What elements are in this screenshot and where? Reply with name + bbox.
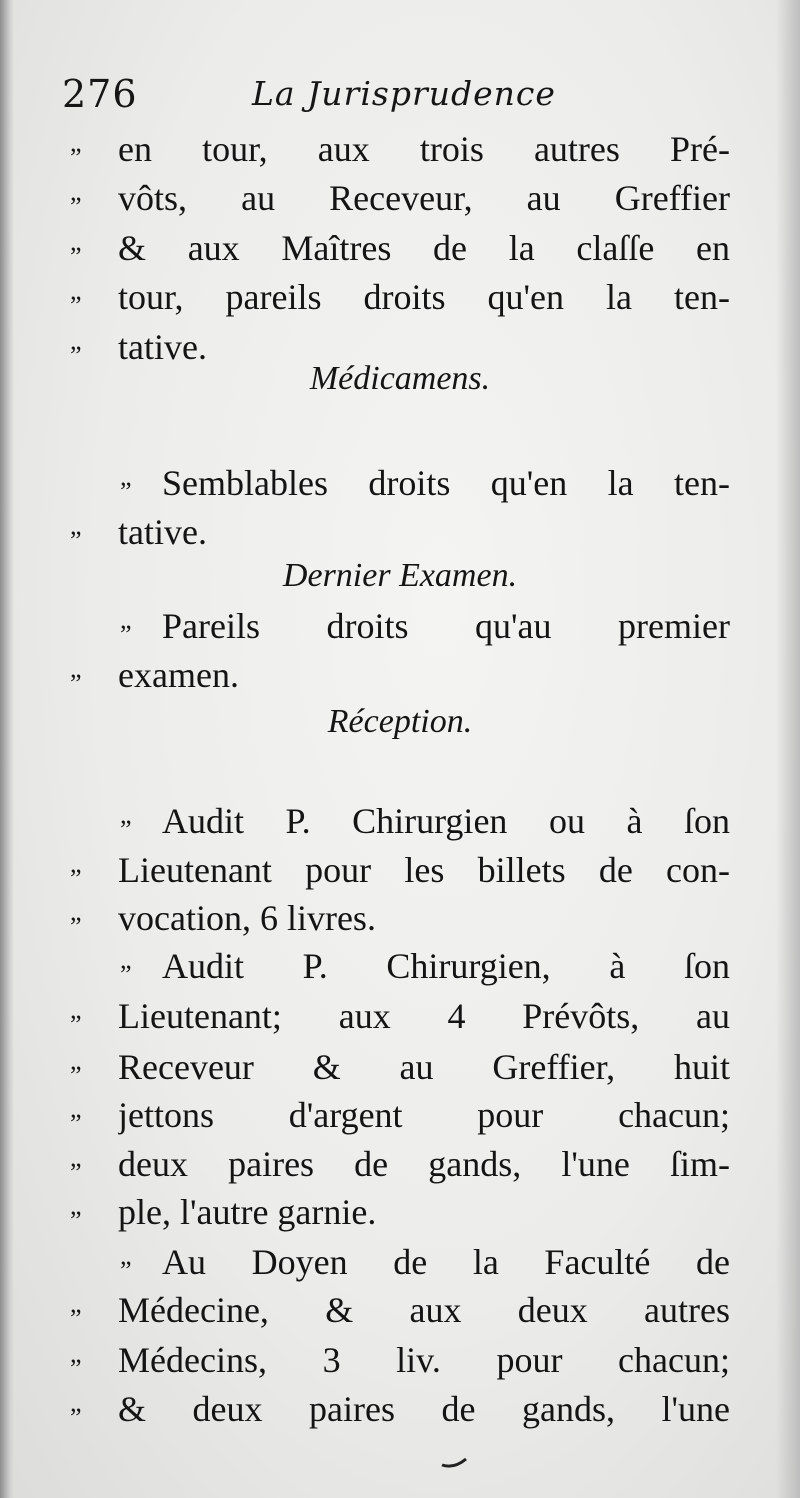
line-text: vôts, au Receveur, au Greffier bbox=[118, 178, 730, 218]
line-text: Médecine, & aux deux autres bbox=[118, 1290, 730, 1330]
text-line bbox=[70, 605, 730, 657]
quote-mark: „ bbox=[70, 1046, 80, 1075]
line-text: Audit P. Chirurgien, à ſon bbox=[162, 946, 730, 986]
text-line bbox=[70, 177, 730, 229]
line-text: ple, l'autre garnie. bbox=[118, 1192, 377, 1232]
quote-mark: „ bbox=[120, 462, 130, 491]
text-line bbox=[70, 849, 730, 901]
page-gutter-shadow bbox=[0, 0, 14, 1498]
line-text: en tour, aux trois autres Pré- bbox=[118, 129, 730, 169]
text-line bbox=[70, 128, 730, 180]
line-text: Lieutenant; aux 4 Prévôts, au bbox=[118, 996, 730, 1036]
quote-mark: „ bbox=[70, 177, 80, 206]
line-text: & aux Maîtres de la claſſe en bbox=[118, 228, 730, 268]
quote-mark: „ bbox=[70, 849, 80, 878]
text-line bbox=[70, 897, 730, 949]
quote-mark: „ bbox=[120, 800, 130, 829]
line-text: tative. bbox=[118, 327, 207, 367]
line-text: tative. bbox=[118, 512, 207, 552]
quote-mark: „ bbox=[70, 1094, 80, 1123]
quote-mark: „ bbox=[70, 276, 80, 305]
quote-mark: „ bbox=[70, 654, 80, 683]
line-text: Médecins, 3 liv. pour chacun; bbox=[118, 1340, 730, 1380]
text-line bbox=[70, 1289, 730, 1341]
text-line bbox=[70, 1046, 730, 1098]
line-text: Au Doyen de la Faculté de bbox=[162, 1242, 730, 1282]
page-edge-shadow bbox=[776, 0, 800, 1498]
line-text: Semblables droits qu'en la ten- bbox=[162, 463, 730, 503]
text-line bbox=[70, 995, 730, 1047]
line-text: deux paires de gands, l'une ſim- bbox=[118, 1144, 730, 1184]
section-heading: Dernier Examen. bbox=[282, 557, 518, 594]
quote-mark: „ bbox=[70, 326, 80, 355]
text-line bbox=[70, 1143, 730, 1195]
quote-mark: „ bbox=[120, 1241, 130, 1270]
quote-mark: „ bbox=[70, 227, 80, 256]
text-line bbox=[70, 462, 730, 514]
line-text: Receveur & au Greffier, huit bbox=[118, 1047, 730, 1087]
text-line bbox=[70, 276, 730, 328]
line-text: Pareils droits qu'au premier bbox=[162, 606, 730, 646]
running-header bbox=[62, 72, 722, 118]
quote-mark: „ bbox=[70, 1143, 80, 1172]
quote-mark: „ bbox=[70, 1191, 80, 1220]
line-text: tour, pareils droits qu'en la ten- bbox=[118, 277, 730, 317]
line-text: Audit P. Chirurgien ou à ſon bbox=[162, 801, 730, 841]
quote-mark: „ bbox=[70, 511, 80, 540]
text-line bbox=[70, 511, 730, 563]
quote-mark: „ bbox=[70, 995, 80, 1024]
quote-mark: „ bbox=[70, 1289, 80, 1318]
text-line bbox=[70, 945, 730, 997]
text-line bbox=[70, 800, 730, 852]
line-text: examen. bbox=[118, 655, 239, 695]
quote-mark: „ bbox=[120, 605, 130, 634]
running-title: La Jurisprudence bbox=[252, 74, 556, 113]
line-text: vocation, 6 livres. bbox=[118, 898, 376, 938]
quote-mark: „ bbox=[70, 1339, 80, 1368]
line-text: jettons d'argent pour chacun; bbox=[118, 1095, 730, 1135]
text-line bbox=[70, 1094, 730, 1146]
text-line bbox=[70, 1339, 730, 1391]
line-text: & deux paires de gands, l'une bbox=[118, 1389, 730, 1429]
text-line bbox=[70, 227, 730, 279]
text-line bbox=[70, 1388, 730, 1440]
section-heading: Réception. bbox=[327, 703, 473, 740]
line-text: Lieutenant pour les billets de con- bbox=[118, 850, 730, 890]
quote-mark: „ bbox=[70, 1388, 80, 1417]
quote-mark: „ bbox=[70, 897, 80, 926]
page-number: 276 bbox=[62, 72, 138, 116]
quote-mark: „ bbox=[70, 128, 80, 157]
quote-mark: „ bbox=[120, 945, 130, 974]
text-line bbox=[70, 1241, 730, 1293]
text-line bbox=[70, 654, 730, 706]
ink-mark bbox=[440, 1455, 470, 1469]
section-heading: Médicamens. bbox=[309, 360, 491, 397]
text-line bbox=[70, 1191, 730, 1243]
